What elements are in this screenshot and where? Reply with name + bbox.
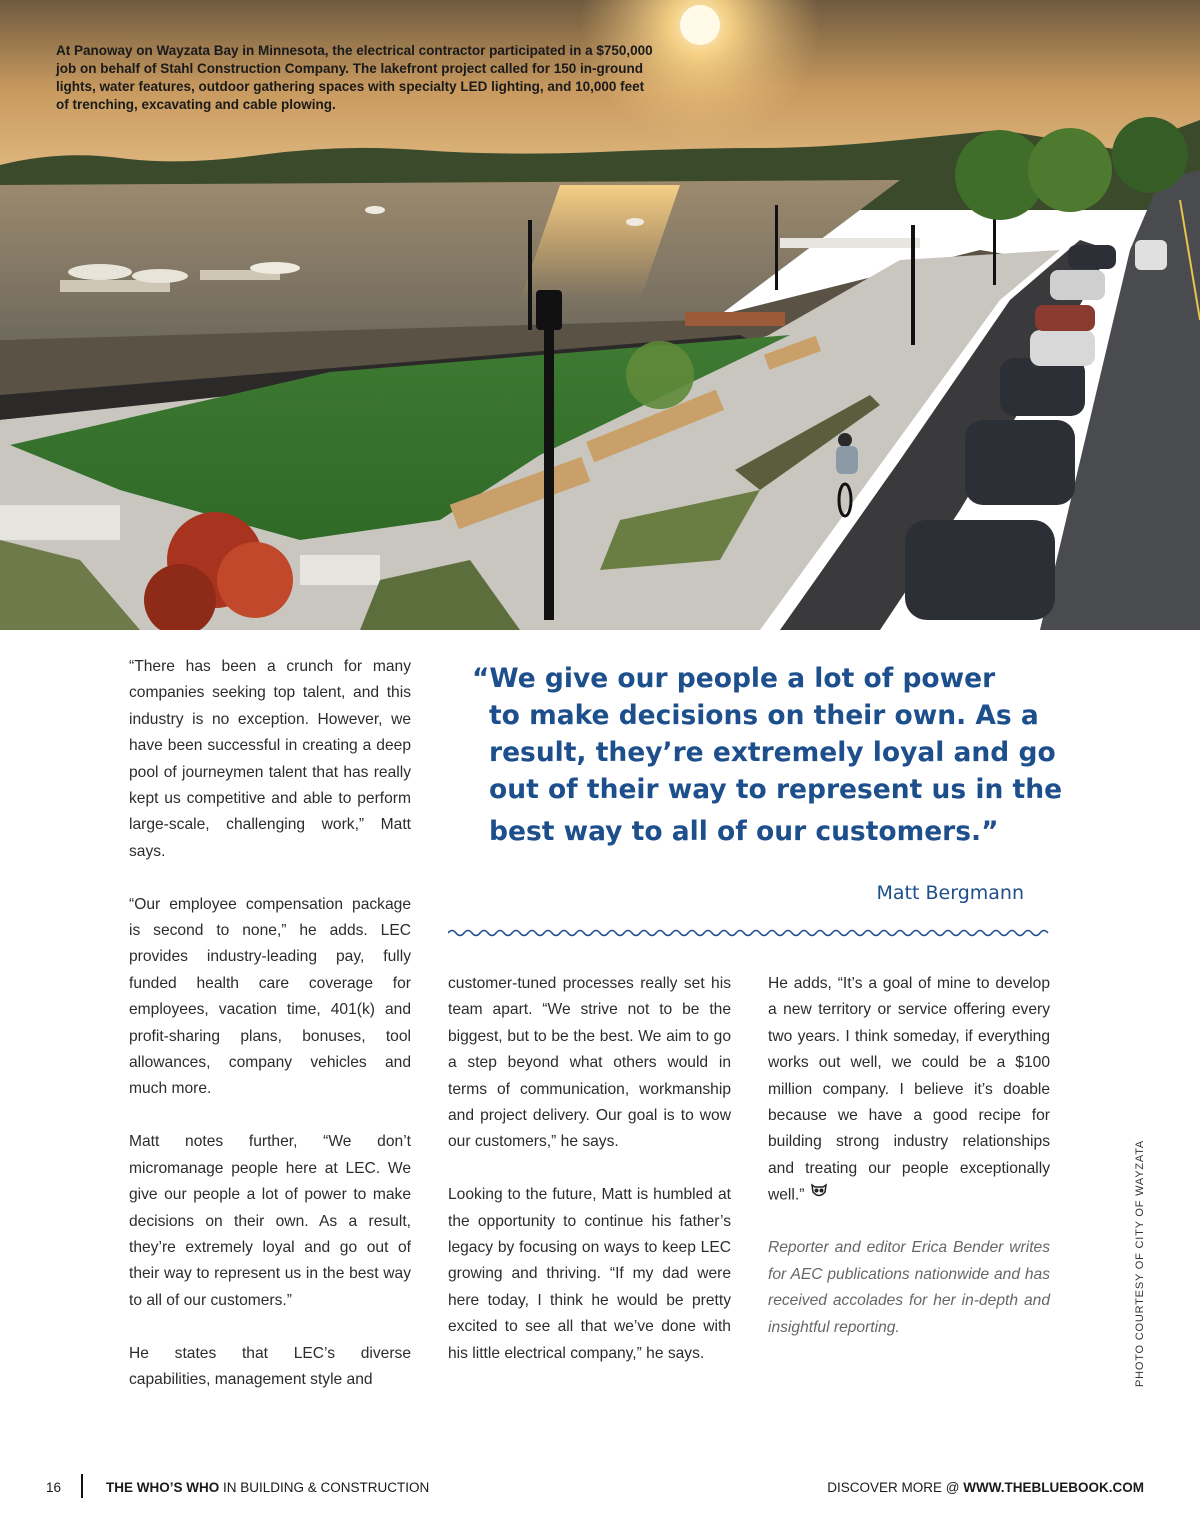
wave-divider (448, 926, 1052, 940)
article-column-3 (768, 971, 1050, 1367)
paragraph: “Our employee compensation package is second to none,” he adds. LEC provides industry-leading pay, fully funded health care coverage for employees, vacation time, 401(k) and profit-sharing plans, bonuses, tool allowances, company vehicles and much more. (129, 895, 411, 1098)
paragraph: customer-tuned processes really set his team apart. “We strive not to be the biggest, but to be the best. We aim to go a step beyond what others would in terms of communication, workmanship and project delivery. Our goal is to wow our customers,” he says. (448, 975, 731, 1151)
pull-quote-line: to make decisions on their own. As a (489, 700, 1039, 731)
photo-caption: At Panoway on Wayzata Bay in Minnesota, the electrical contractor participated in a $750,000 job on behalf of Stahl Construction Company. The lakefront project called for 150 in-ground lights, water features, outdoor gathering spaces with specialty LED lighting, and 10,000 feet of trenching, excavating and cable plowing. (56, 43, 653, 112)
owl-icon (810, 1182, 828, 1208)
hero-photo (0, 0, 1200, 630)
publication-name-rest: IN BUILDING & CONSTRUCTION (219, 1480, 430, 1495)
page-number: 16 (46, 1480, 62, 1495)
paragraph (768, 971, 1050, 1209)
pull-quote-line: out of their way to represent us in the (489, 774, 1063, 805)
pull-quote-line: best way to all of our customers.” (489, 816, 999, 847)
publication-name (106, 1480, 429, 1495)
pull-quote-attribution: Matt Bergmann (876, 882, 1024, 904)
closing-paragraph: He adds, “It’s a goal of mine to develop a new territory or service offering every two years. I think someday, if everything works out well, we could be a $100 million company. I believe it’s doable because we have a good recipe for building strong industry relationships and treating our people exceptionally well.” (768, 975, 1050, 1204)
article-column-2 (448, 971, 731, 1393)
article-column-1 (129, 654, 411, 1420)
paragraph: He states that LEC’s diverse capabilities, management style and (129, 1344, 411, 1388)
page-footer (0, 1474, 1200, 1504)
paragraph: Looking to the future, Matt is humbled at the opportunity to continue his father’s legacy by focusing on ways to keep LEC growing and thriving. “If my dad were here today, I think he would be pretty excited to see all that we’ve done with his little electrical company,” he says. (448, 1186, 731, 1362)
paragraph: Matt notes further, “We don’t micromanage people here at LEC. We give our people a lot of power to make decisions on their own. As a result, they’re extremely loyal and go out of their way to represent us in the best way to all of our customers.” (129, 1133, 411, 1309)
discover-more (827, 1480, 1144, 1495)
paragraph: “There has been a crunch for many companies seeking top talent, and this industry is no exception. However, we have been successful in creating a deep pool of journeymen talent that has really kept us competitive and able to perform large-scale, challenging work,” Matt says. (129, 658, 411, 860)
discover-prefix: DISCOVER MORE @ (827, 1480, 964, 1495)
pull-quote-line: result, they’re extremely loyal and go (489, 737, 1056, 768)
photo-credit: PHOTO COURTESY OF CITY OF WAYZATA (1134, 1139, 1146, 1387)
website-link[interactable]: WWW.THEBLUEBOOK.COM (963, 1480, 1144, 1495)
publication-name-bold: THE WHO’S WHO (106, 1480, 220, 1495)
pull-quote (472, 660, 1072, 850)
author-bio: Reporter and editor Erica Bender writes for AEC publications nationwide and has received accolades for her in-depth and insightful reporting. (768, 1239, 1050, 1336)
footer-divider (81, 1474, 83, 1498)
pull-quote-line: “We give our people a lot of power (472, 663, 996, 694)
